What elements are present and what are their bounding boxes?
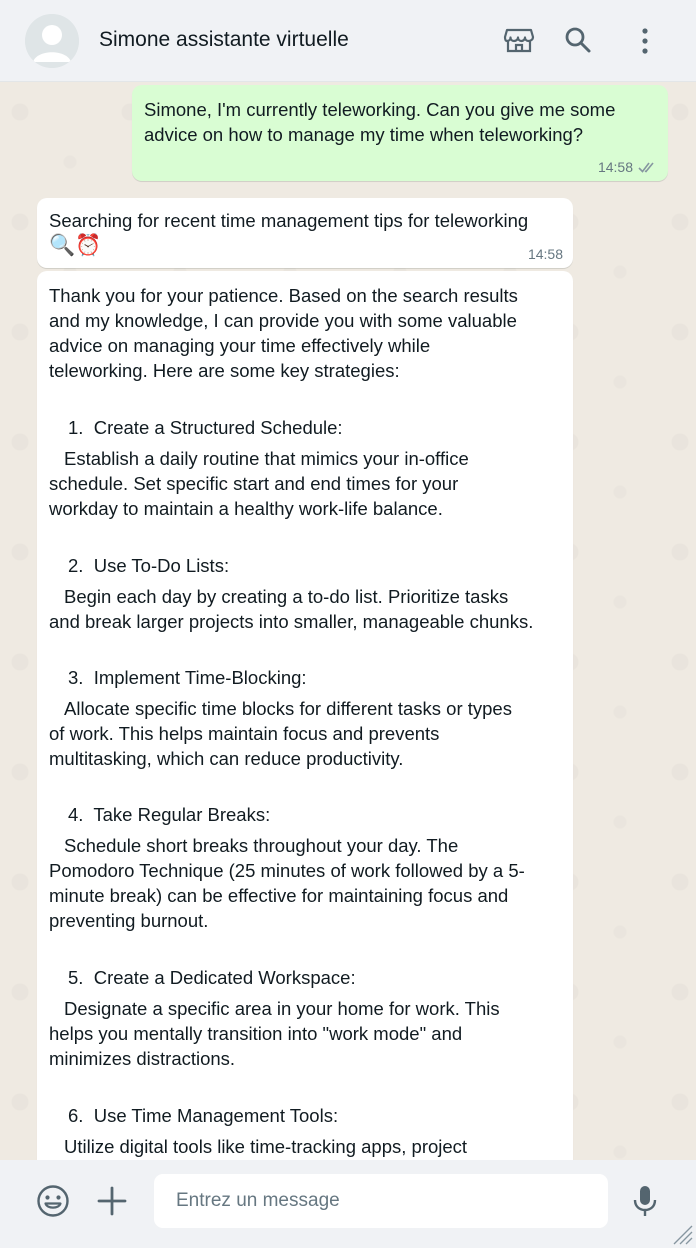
message-intro [49,283,561,383]
avatar-icon [25,14,79,68]
message-time: 14:58 [527,246,563,262]
emoji-icon[interactable] [34,1182,72,1220]
list-text-line: of work. This helps maintain focus and prevents [49,723,440,744]
message-text-line: Thank you for your patience. Based on the search results [49,285,518,306]
message-text-line: and my knowledge, I can provide you with some valuable [49,310,517,331]
double-check-icon [638,161,658,173]
avatar[interactable] [25,14,79,68]
list-heading: 6. Use Time Management Tools: [68,1105,339,1126]
outgoing-message[interactable] [132,85,668,181]
list-text-line: Utilize digital tools like time-tracking apps, project [64,1136,468,1157]
incoming-message[interactable] [37,271,573,1160]
message-text-line: Searching for recent time management tips for teleworking [49,210,529,231]
message-emoji: 🔍⏰ [49,234,102,257]
list-text-line: helps you mentally transition into "work mode" and [49,1023,463,1044]
list-text-line: and break larger projects into smaller, manageable chunks. [49,611,534,632]
list-heading: 5. Create a Dedicated Workspace: [68,967,356,988]
search-icon[interactable] [560,22,596,58]
list-heading: 1. Create a Structured Schedule: [68,417,343,438]
menu-icon[interactable] [627,22,663,58]
chat-header [0,0,696,82]
list-heading: 4. Take Regular Breaks: [68,804,271,825]
microphone-icon[interactable] [626,1182,664,1220]
list-text-line: Designate a specific area in your home for work. This [64,998,500,1019]
message-list[interactable] [0,82,696,1160]
list-heading: 2. Use To-Do Lists: [68,555,230,576]
list-text-line: minimizes distractions. [49,1048,236,1069]
message-text-line: advice on how to manage my time when teleworking? [144,124,584,145]
resize-handle-icon[interactable] [668,1220,694,1246]
list-text-line: Pomodoro Technique (25 minutes of work followed by a 5- [49,860,525,881]
message-text-line: teleworking. Here are some key strategies: [49,360,400,381]
list-text-line: Schedule short breaks throughout your day. The [64,835,459,856]
message-input[interactable] [154,1174,608,1228]
list-text-line: multitasking, which can reduce productivity. [49,748,404,769]
list-text-line: Allocate specific time blocks for different tasks or types [64,698,512,719]
list-text-line: Establish a daily routine that mimics your in-office [64,448,469,469]
attach-plus-icon[interactable] [93,1182,131,1220]
message-text-line: advice on managing your time effectively while [49,335,431,356]
list-text-line: schedule. Set specific start and end times for your [49,473,459,494]
message-time: 14:58 [597,159,633,175]
shop-icon[interactable] [501,22,537,58]
incoming-message[interactable] [37,198,573,268]
message-text-line: Simone, I'm currently teleworking. Can you give me some [144,99,616,120]
list-text-line: Begin each day by creating a to-do list. Prioritize tasks [64,586,509,607]
message-meta [528,246,563,262]
composer [0,1160,696,1248]
list-heading: 3. Implement Time-Blocking: [68,667,307,688]
list-text-line: preventing burnout. [49,910,209,931]
list-text-line: workday to maintain a healthy work-life balance. [49,498,443,519]
list-text-line: minute break) can be effective for maintaining focus and [49,885,509,906]
chat-title[interactable]: Simone assistante virtuelle [99,28,349,51]
message-meta [598,159,658,175]
